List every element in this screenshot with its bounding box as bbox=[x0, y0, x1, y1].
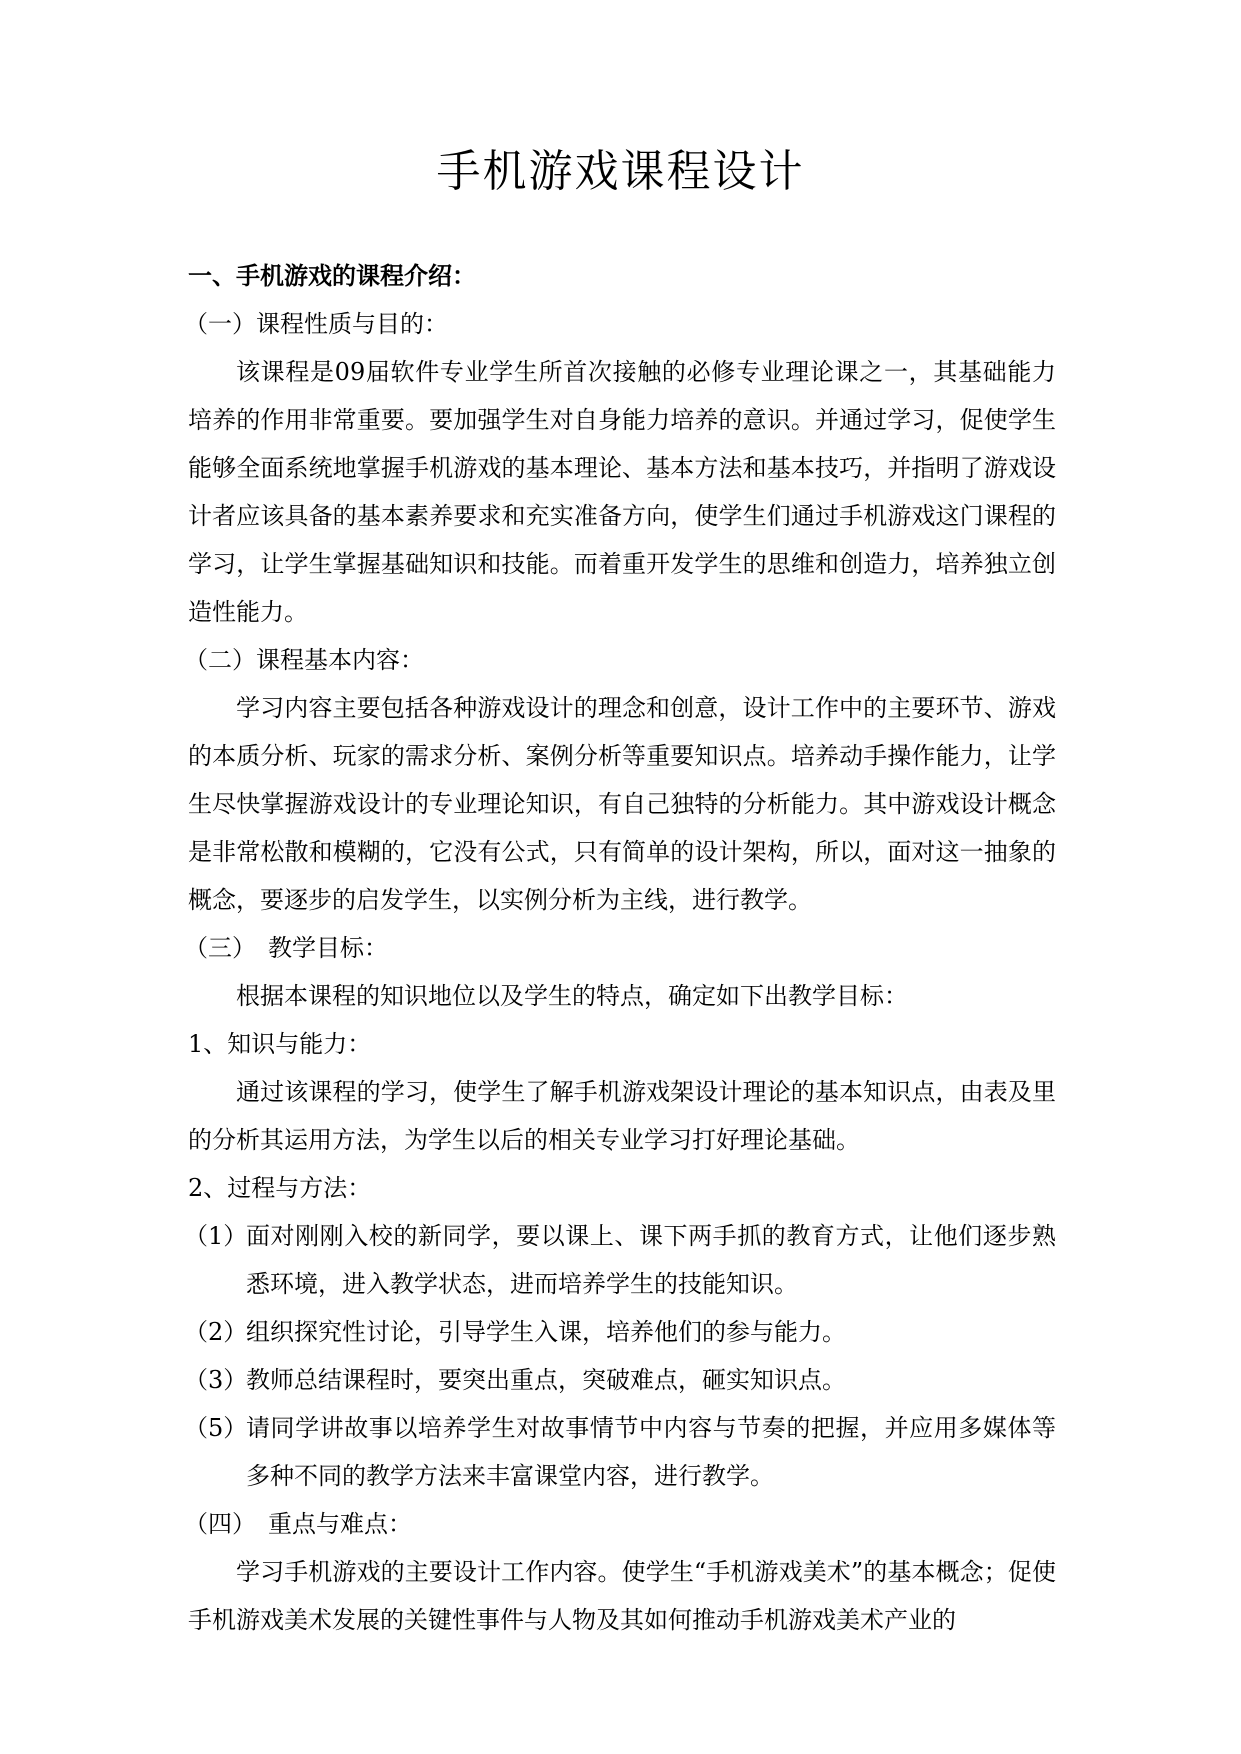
paragraph-course-nature: 该课程是09届软件专业学生所首次接触的必修专业理论课之一，其基础能力培养的作用非常重要。要加强学生对自身能力培养的意识。并通过学习，促使学生能够全面系统地掌握手机游戏的基本理论、基本方法和基本技巧，并指明了游戏设计者应该具备的基本素养要求和充实准备方向，使学生们通过手机游戏这门课程的学习，让学生掌握基础知识和技能。而着重开发学生的思维和创造力，培养独立创造性能力。 bbox=[188, 358, 1056, 626]
document-body bbox=[184, 252, 1056, 1644]
document-title: 手机游戏课程设计 bbox=[436, 146, 805, 197]
subsection-heading-3: （三） 教学目标： bbox=[184, 934, 388, 962]
list-item bbox=[184, 1404, 1056, 1500]
list-item bbox=[184, 1356, 1056, 1404]
list-item-number: （2） bbox=[184, 1318, 248, 1346]
paragraph-teaching-goals: 根据本课程的知识地位以及学生的特点，确定如下出教学目标： bbox=[236, 982, 908, 1010]
paragraph-knowledge: 通过该课程的学习，使学生了解手机游戏架设计理论的基本知识点，由表及里的分析其运用方法，为学生以后的相关专业学习打好理论基础。 bbox=[188, 1078, 1056, 1154]
list-item bbox=[184, 1212, 1056, 1308]
paragraph-course-content: 学习内容主要包括各种游戏设计的理念和创意，设计工作中的主要环节、游戏的本质分析、玩家的需求分析、案例分析等重要知识点。培养动手操作能力，让学生尽快掌握游戏设计的专业理论知识，有自己独特的分析能力。其中游戏设计概念是非常松散和模糊的，它没有公式，只有简单的设计架构，所以，面对这一抽象的概念，要逐步的启发学生，以实例分析为主线，进行教学。 bbox=[188, 694, 1056, 914]
subsection-heading-1: （一）课程性质与目的： bbox=[184, 310, 448, 338]
item-heading-process: 2、过程与方法： bbox=[188, 1174, 372, 1202]
item-heading-knowledge: 1、知识与能力： bbox=[188, 1030, 372, 1058]
list-item bbox=[184, 1308, 1056, 1356]
list-item-text: 面对刚刚入校的新同学，要以课上、课下两手抓的教育方式，让他们逐步熟悉环境，进入教学状态，进而培养学生的技能知识。 bbox=[246, 1222, 1056, 1298]
list-item-number: （5） bbox=[184, 1414, 248, 1442]
list-item-text: 教师总结课程时，要突出重点，突破难点，砸实知识点。 bbox=[246, 1366, 846, 1394]
section-heading-1: 一、手机游戏的课程介绍： bbox=[188, 261, 476, 290]
paragraph-key-points: 学习手机游戏的主要设计工作内容。使学生“手机游戏美术”的基本概念；促使手机游戏美术发展的关键性事件与人物及其如何推动手机游戏美术产业的 bbox=[188, 1558, 1056, 1634]
list-item-text: 组织探究性讨论，引导学生入课，培养他们的参与能力。 bbox=[246, 1318, 846, 1346]
list-item-number: （3） bbox=[184, 1366, 248, 1394]
subsection-heading-4: （四） 重点与难点： bbox=[184, 1510, 412, 1538]
list-item-text: 请同学讲故事以培养学生对故事情节中内容与节奏的把握，并应用多媒体等多种不同的教学方法来丰富课堂内容，进行教学。 bbox=[246, 1414, 1056, 1490]
list-item-number: （1） bbox=[184, 1222, 248, 1250]
subsection-heading-2: （二）课程基本内容： bbox=[184, 646, 424, 674]
